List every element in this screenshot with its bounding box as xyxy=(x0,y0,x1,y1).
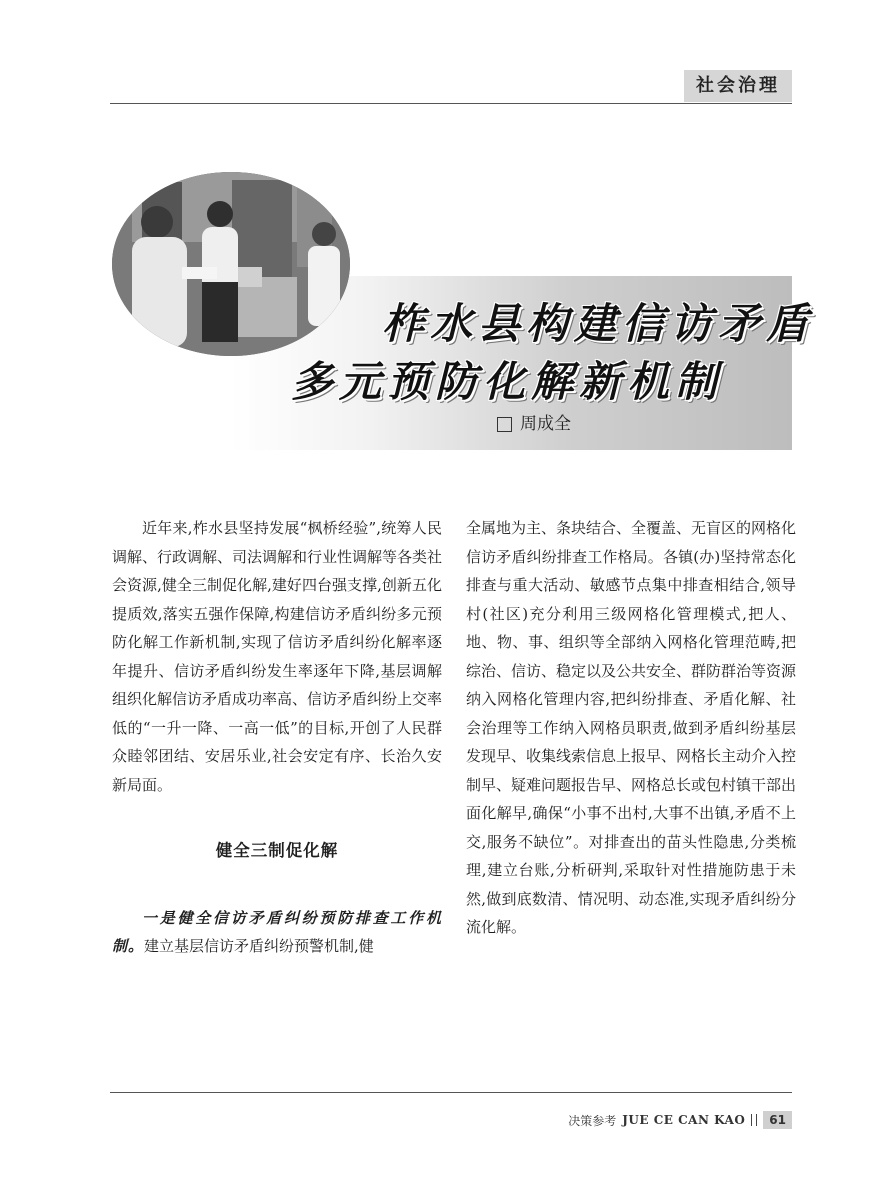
left-column xyxy=(112,514,442,961)
lead-rest-text: 建立基层信访矛盾纠纷预警机制,健 xyxy=(144,937,374,955)
right-column xyxy=(466,514,796,942)
section-label: 社会治理 xyxy=(684,70,792,102)
article-photo xyxy=(112,172,350,356)
article-title-line-2: 多元预防化解新机制 xyxy=(291,357,724,406)
footer-separator xyxy=(756,1114,757,1126)
page-footer xyxy=(568,1110,792,1130)
byline-box-icon xyxy=(497,417,512,432)
byline xyxy=(497,412,571,436)
author-name: 周成全 xyxy=(520,414,571,434)
magazine-name-cn: 决策参考 xyxy=(568,1113,617,1128)
magazine-name-latin: JUE CE CAN KAO xyxy=(622,1113,746,1127)
lead-bold-text: 一是健全信访矛盾纠纷预防排查工作机制。 xyxy=(112,908,442,955)
subheading: 健全三制促化解 xyxy=(215,841,339,860)
intro-paragraph: 近年来,柞水县坚持发展“枫桥经验”,统筹人民调解、行政调解、司法调解和行业性调解等各类社会资源,健全三制促化解,建好四台强支撑,创新五化提质效,落实五强作保障,构建信访矛盾纠纷多元预防化解工作新机制,实现了信访矛盾纠纷化解率逐年提升、信访矛盾纠纷发生率逐年下降,基层调解组织化解信访矛盾成功率高、信访矛盾纠纷上交率低的“一升一降、一高一低”的目标,开创了人民群众睦邻团结、安居乐业,社会安定有序、长治久安新局面。 xyxy=(112,519,443,794)
page-number: 61 xyxy=(763,1111,792,1129)
continued-paragraph: 全属地为主、条块结合、全覆盖、无盲区的网格化信访矛盾纠纷排查工作格局。各镇(办)坚持常态化排查与重大活动、敏感节点集中排查相结合,领导村(社区)充分利用三级网格化管理模式,把人、地、物、事、组织等全部纳入网格化管理范畴,把综治、信访、稳定以及公共安全、群防群治等资源纳入网格化管理内容,把纠纷排查、矛盾化解、社会治理等工作纳入网格员职责,做到矛盾纠纷基层发现早、收集线索信息上报早、网格长主动介入控制早、疑难问题报告早、网格总长或包村镇干部出面化解早,确保“小事不出村,大事不出镇,矛盾不上交,服务不缺位”。对排查出的苗头性隐患,分类梳理,建立台账,分析研判,采取针对性措施防患于未然,做到底数清、情况明、动态准,实现矛盾纠纷分流化解。 xyxy=(466,519,797,936)
article-title-line-1: 柞水县构建信访矛盾 xyxy=(382,299,815,348)
header-divider xyxy=(110,103,792,104)
lead-paragraph xyxy=(112,904,442,961)
footer-divider xyxy=(110,1092,792,1093)
footer-separator xyxy=(751,1114,752,1126)
